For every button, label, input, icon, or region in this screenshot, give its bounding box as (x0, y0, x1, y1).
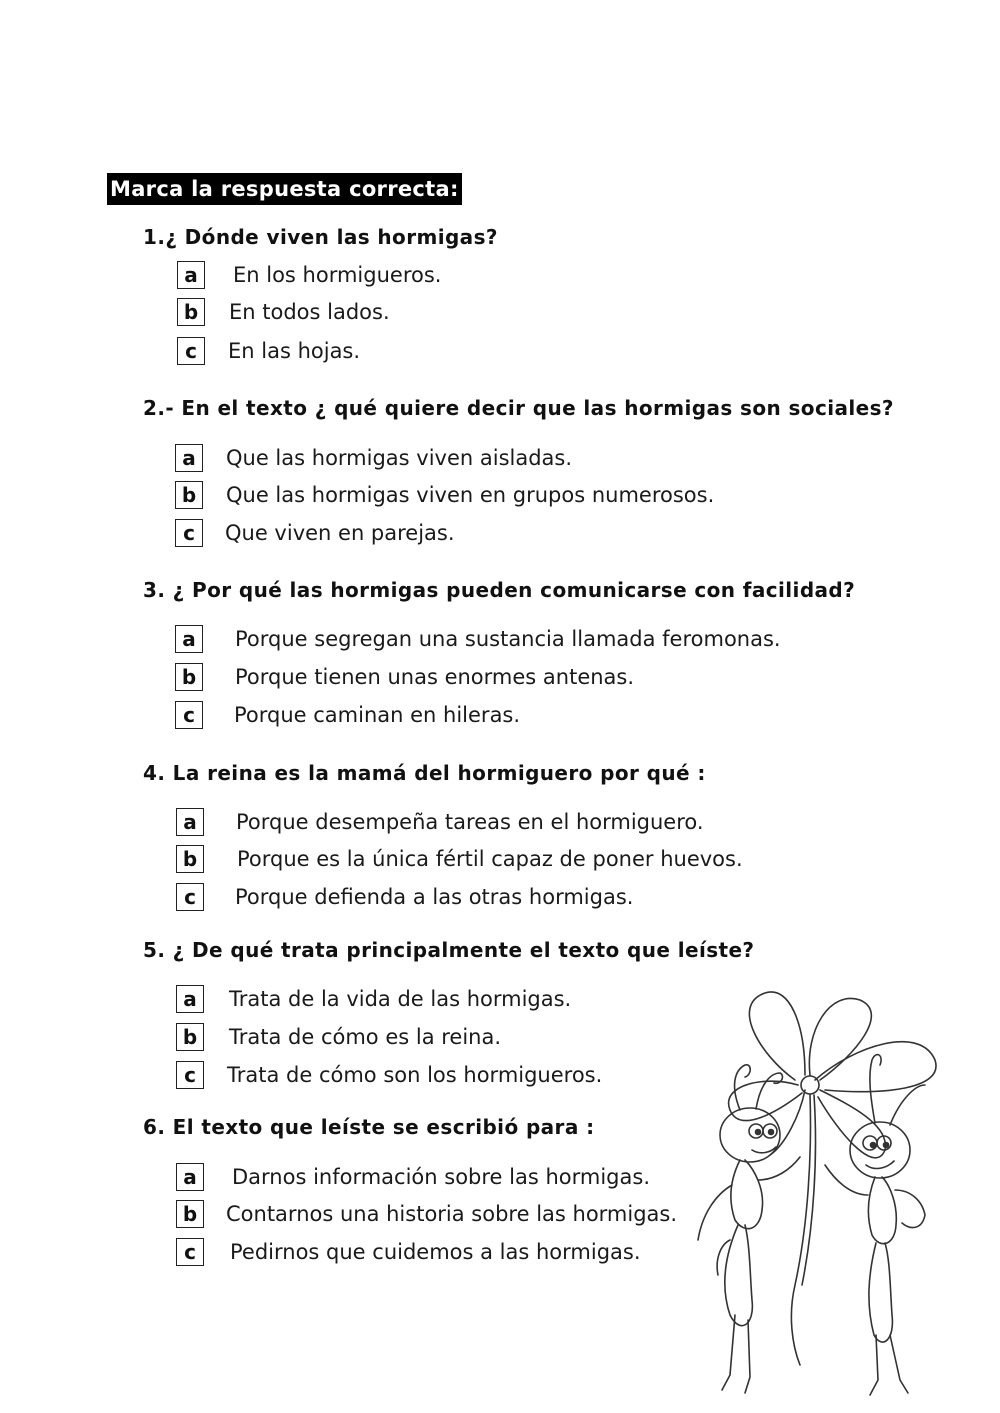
q3-option-a-box[interactable]: a (175, 625, 203, 653)
question-4: 4. La reina es la mamá del hormiguero por qué : (143, 761, 706, 785)
q1-option-a-text: En los hormigueros. (233, 263, 442, 287)
q6-option-a-box[interactable]: a (176, 1163, 204, 1191)
q6-option-c-text: Pedirnos que cuidemos a las hormigas. (230, 1240, 641, 1264)
question-3: 3. ¿ Por qué las hormigas pueden comunicarse con facilidad? (143, 578, 856, 602)
q1-option-c-text: En las hojas. (228, 339, 361, 363)
q4-option-c-text: Porque defienda a las otras hormigas. (235, 885, 634, 909)
question-5: 5. ¿ De qué trata principalmente el texto que leíste? (143, 938, 755, 962)
q4-option-a-box[interactable]: a (176, 808, 204, 836)
q2-option-c-box[interactable]: c (175, 519, 203, 547)
q6-option-b-box[interactable]: b (176, 1200, 204, 1228)
q3-option-c-text: Porque caminan en hileras. (234, 703, 521, 727)
q2-option-b-box[interactable]: b (175, 481, 203, 509)
question-1: 1.¿ Dónde viven las hormigas? (143, 225, 498, 249)
q3-option-b-box[interactable]: b (175, 663, 203, 691)
q1-option-b-text: En todos lados. (229, 300, 390, 324)
q5-option-a-box[interactable]: a (176, 985, 204, 1013)
q3-option-a-text: Porque segregan una sustancia llamada feromonas. (235, 627, 781, 651)
q6-option-a-text: Darnos información sobre las hormigas. (232, 1165, 651, 1189)
q1-option-a-box[interactable]: a (177, 261, 205, 289)
instructions-heading: Marca la respuesta correcta: (107, 173, 462, 205)
q4-option-a-text: Porque desempeña tareas en el hormiguero. (236, 810, 704, 834)
q2-option-a-box[interactable]: a (175, 444, 203, 472)
ants-flower-illustration (690, 985, 970, 1410)
q6-option-c-box[interactable]: c (176, 1238, 204, 1266)
left-ant-icon (698, 1065, 800, 1393)
q2-option-b-text: Que las hormigas viven en grupos numerosos. (226, 483, 715, 507)
q5-option-b-box[interactable]: b (176, 1023, 204, 1051)
q4-option-b-text: Porque es la única fértil capaz de poner huevos. (237, 847, 743, 871)
right-ant-icon (825, 1055, 925, 1395)
q2-option-c-text: Que viven en parejas. (225, 521, 455, 545)
flower-icon (729, 992, 936, 1365)
q6-option-b-text: Contarnos una historia sobre las hormigas. (226, 1202, 678, 1226)
q5-option-b-text: Trata de cómo es la reina. (229, 1025, 502, 1049)
q2-option-a-text: Que las hormigas viven aisladas. (226, 446, 573, 470)
q3-option-b-text: Porque tienen unas enormes antenas. (235, 665, 635, 689)
q1-option-b-box[interactable]: b (177, 298, 205, 326)
question-2: 2.- En el texto ¿ qué quiere decir que las hormigas son sociales? (143, 396, 894, 420)
q5-option-c-text: Trata de cómo son los hormigueros. (227, 1063, 603, 1087)
q5-option-a-text: Trata de la vida de las hormigas. (229, 987, 572, 1011)
q4-option-c-box[interactable]: c (176, 883, 204, 911)
q1-option-c-box[interactable]: c (177, 337, 205, 365)
q4-option-b-box[interactable]: b (176, 845, 204, 873)
q5-option-c-box[interactable]: c (176, 1061, 204, 1089)
question-6: 6. El texto que leíste se escribió para : (143, 1115, 595, 1139)
q3-option-c-box[interactable]: c (175, 701, 203, 729)
